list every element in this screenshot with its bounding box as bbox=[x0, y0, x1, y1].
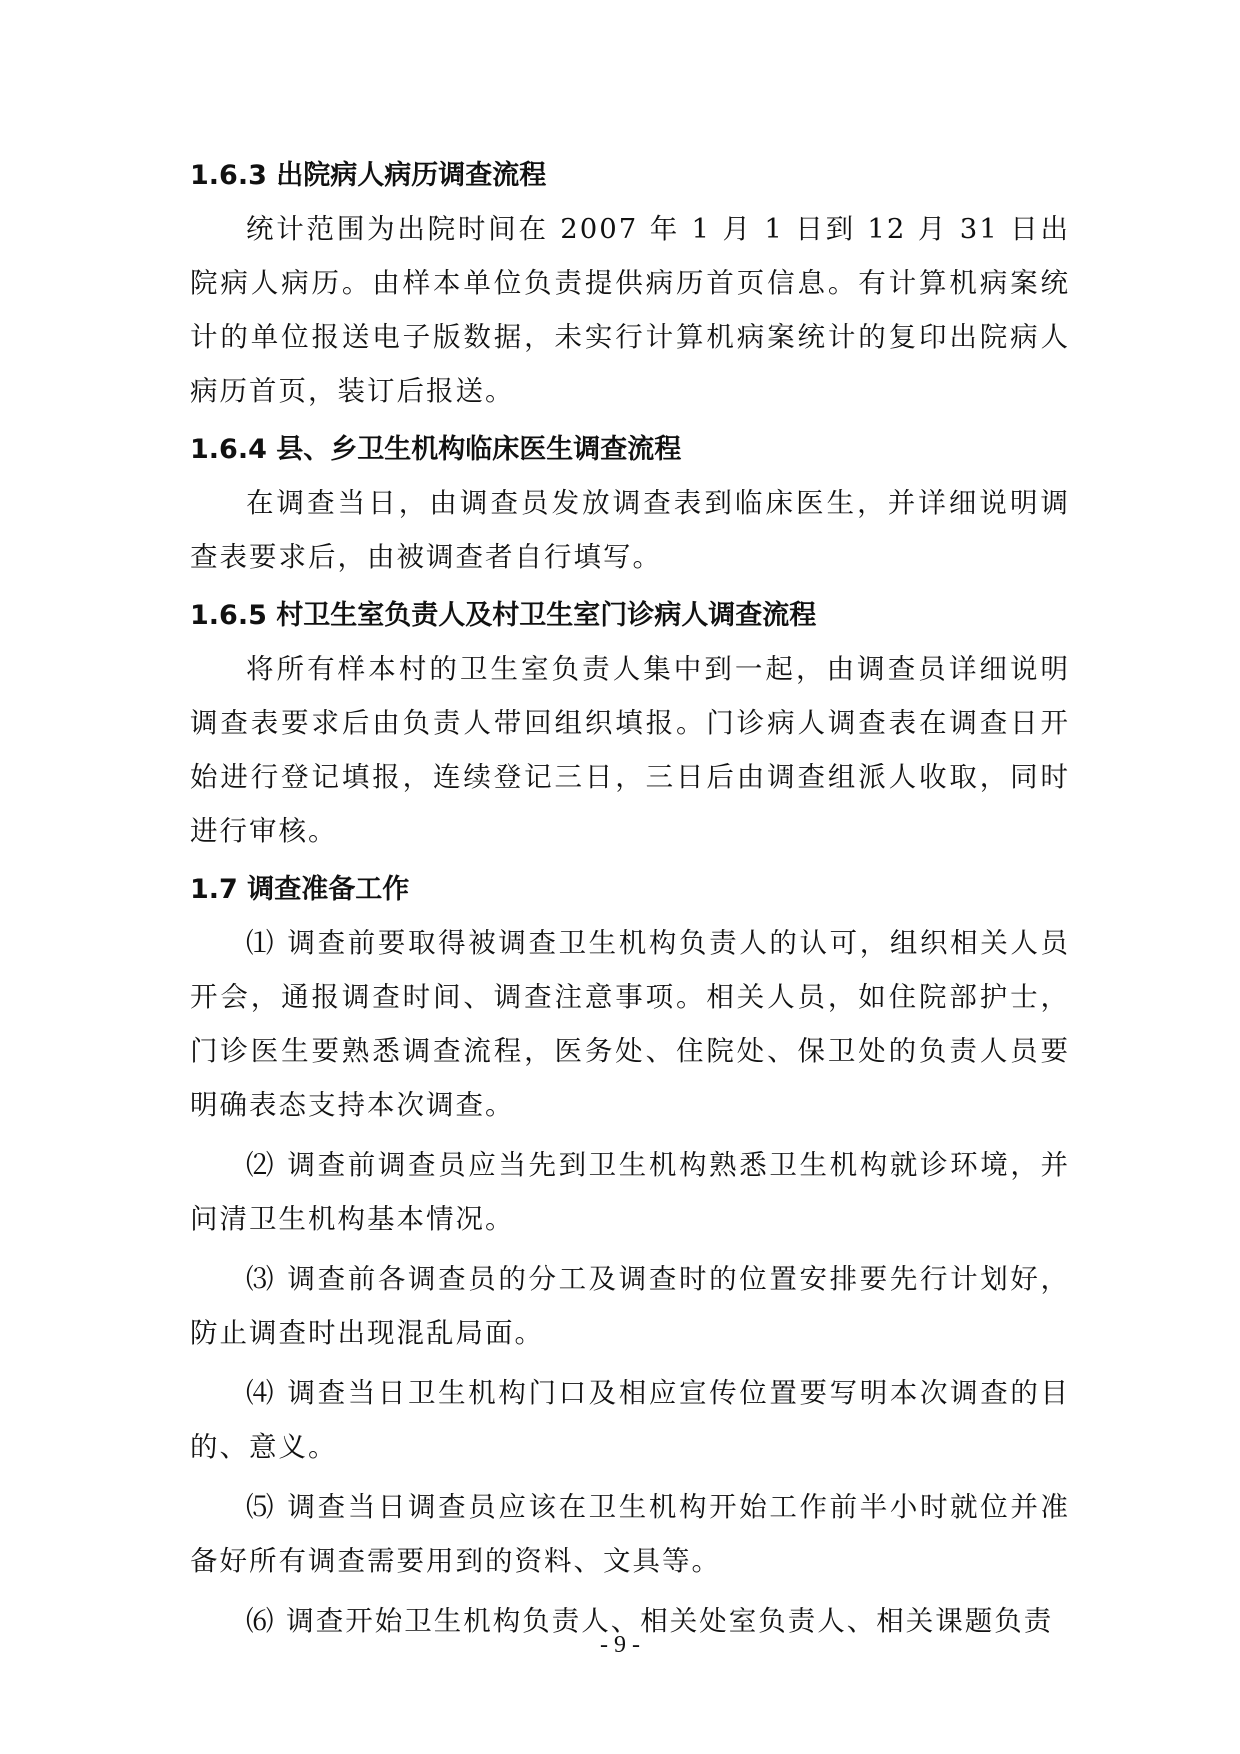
section-heading-1-6-4: 1.6.4 县、乡卫生机构临床医生调查流程 bbox=[190, 434, 682, 465]
document-page bbox=[190, 150, 1070, 1648]
prep-item-6: ⑹ 调查开始卫生机构负责人、相关处室负责人、相关课题负责 bbox=[246, 1605, 1054, 1637]
prep-item-4: ⑷ 调查当日卫生机构门口及相应宣传位置要写明本次调查的目的、意义。 bbox=[190, 1377, 1070, 1463]
section-body-1-6-4: 在调查当日，由调查员发放调查表到临床医生，并详细说明调查表要求后，由被调查者自行填写。 bbox=[190, 487, 1070, 573]
section-heading-1-7: 1.7 调查准备工作 bbox=[190, 874, 410, 905]
prep-item-5: ⑸ 调查当日调查员应该在卫生机构开始工作前半小时就位并准备好所有调查需要用到的资料、文具等。 bbox=[190, 1491, 1070, 1577]
page-number: - 9 - bbox=[600, 1632, 640, 1658]
prep-item-2: ⑵ 调查前调查员应当先到卫生机构熟悉卫生机构就诊环境，并问清卫生机构基本情况。 bbox=[190, 1149, 1070, 1235]
section-body-1-6-3: 统计范围为出院时间在 2007 年 1 月 1 日到 12 月 31 日出院病人病历。由样本单位负责提供病历首页信息。有计算机病案统计的单位报送电子版数据，未实行计算机病案统计的复印出院病人病历首页，装订后报送。 bbox=[190, 213, 1070, 407]
section-heading-1-6-5: 1.6.5 村卫生室负责人及村卫生室门诊病人调查流程 bbox=[190, 600, 817, 631]
section-heading-1-6-3: 1.6.3 出院病人病历调查流程 bbox=[190, 160, 547, 191]
prep-item-3: ⑶ 调查前各调查员的分工及调查时的位置安排要先行计划好，防止调查时出现混乱局面。 bbox=[190, 1263, 1070, 1349]
section-body-1-6-5: 将所有样本村的卫生室负责人集中到一起，由调查员详细说明调查表要求后由负责人带回组织填报。门诊病人调查表在调查日开始进行登记填报，连续登记三日，三日后由调查组派人收取，同时进行审核。 bbox=[190, 653, 1070, 847]
prep-item-1: ⑴ 调查前要取得被调查卫生机构负责人的认可，组织相关人员开会，通报调查时间、调查注意事项。相关人员，如住院部护士，门诊医生要熟悉调查流程，医务处、住院处、保卫处的负责人员要明确表态支持本次调查。 bbox=[190, 927, 1070, 1121]
